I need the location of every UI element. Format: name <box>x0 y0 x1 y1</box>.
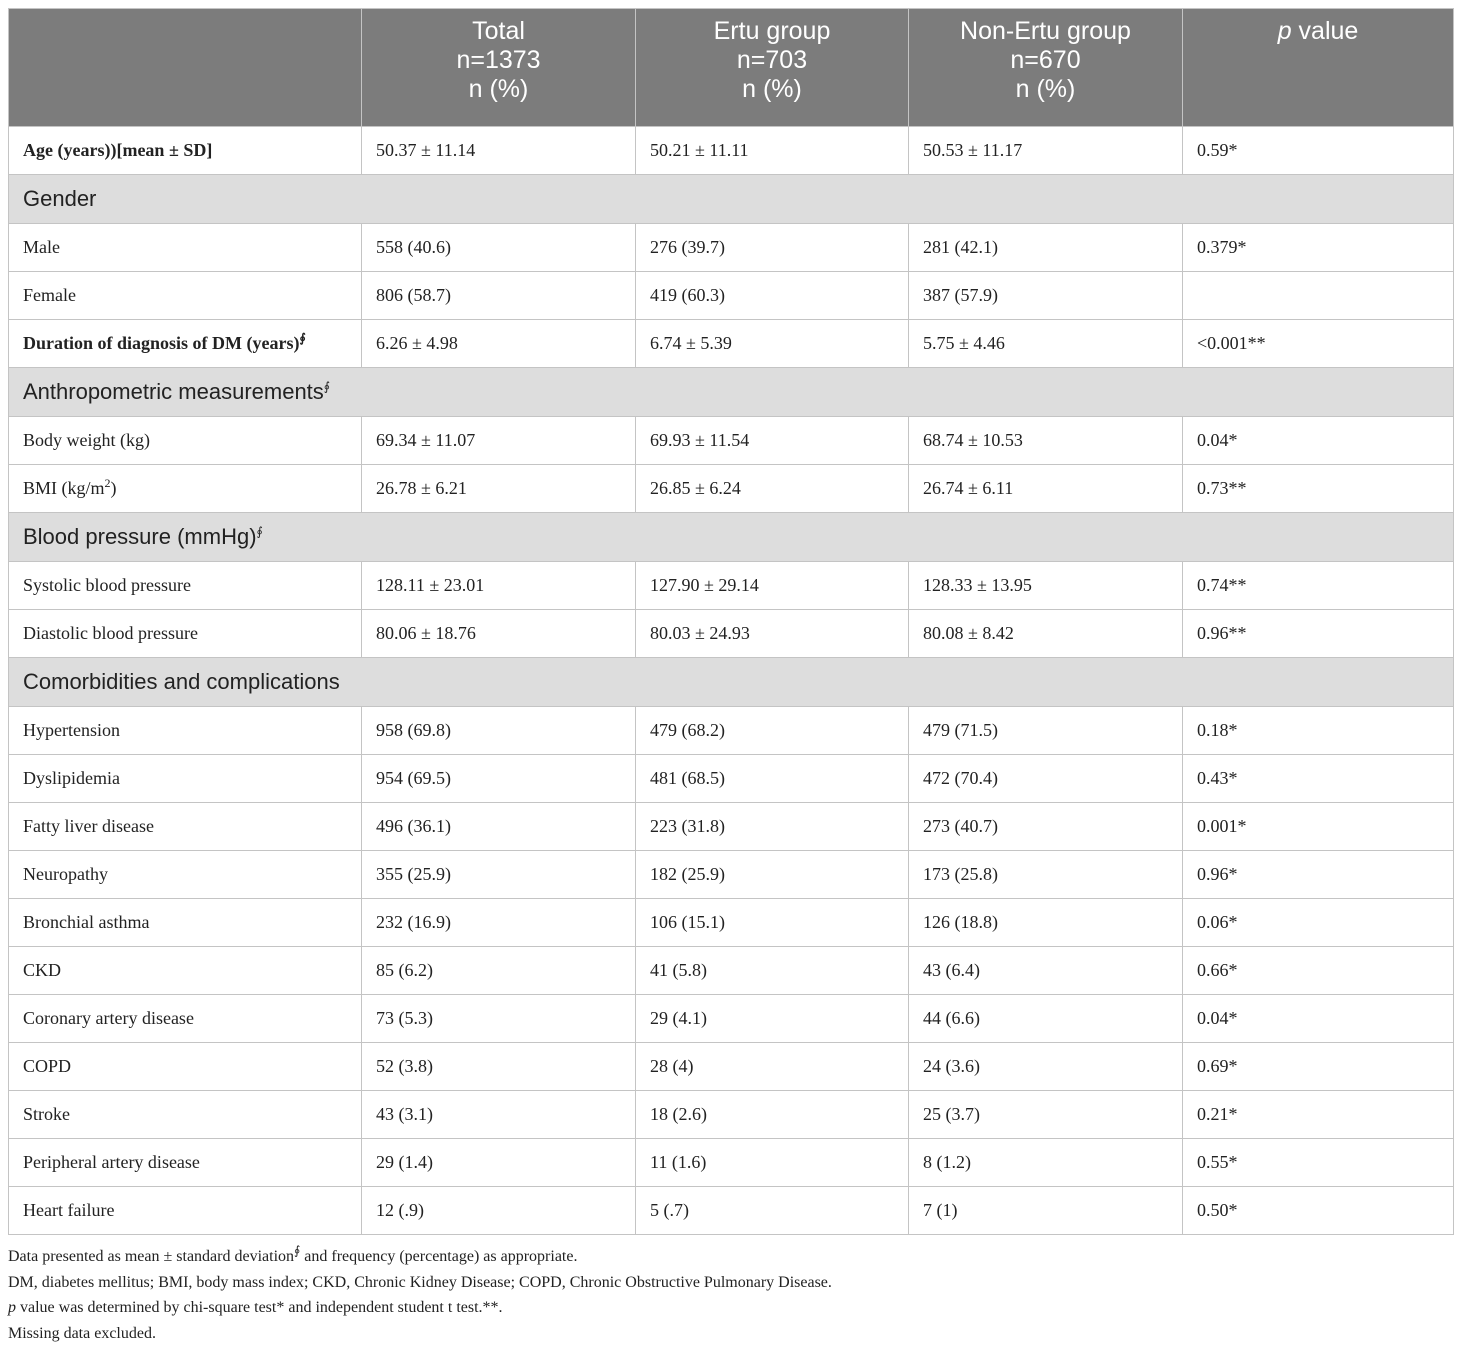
footnote-1-tail: and frequency (percentage) as appropriate. <box>300 1248 578 1265</box>
header-ertu <box>636 9 909 127</box>
section-label-text: Blood pressure (mmHg) <box>23 524 257 549</box>
section-row <box>9 513 1454 562</box>
cell-pvalue: 0.55* <box>1183 1139 1454 1187</box>
cell-pvalue: 0.59* <box>1183 127 1454 175</box>
table-row <box>9 899 1454 947</box>
cell-total: 50.37 ± 11.14 <box>362 127 636 175</box>
table-row <box>9 224 1454 272</box>
footnote-4: Missing data excluded. <box>8 1324 156 1342</box>
cell-pvalue: 0.66* <box>1183 947 1454 995</box>
row-label-sup: ∮ <box>299 331 306 345</box>
row-label-text: Body weight (kg) <box>23 430 150 450</box>
row-label-text: Coronary artery disease <box>23 1008 194 1028</box>
cell-pvalue: 0.379* <box>1183 224 1454 272</box>
cell-total: 806 (58.7) <box>362 272 636 320</box>
header-pvalue-italic: p <box>1277 17 1292 45</box>
table-row <box>9 465 1454 513</box>
cell-pvalue <box>1183 272 1454 320</box>
row-label <box>9 1139 362 1187</box>
header-nonertu-line2: n=670 <box>1010 46 1081 74</box>
cell-total: 73 (5.3) <box>362 995 636 1043</box>
section-label <box>9 658 1454 707</box>
table-row <box>9 610 1454 658</box>
cell-nonertu: 273 (40.7) <box>909 803 1183 851</box>
table-header <box>9 9 1454 127</box>
cell-nonertu: 7 (1) <box>909 1187 1183 1235</box>
cell-nonertu: 126 (18.8) <box>909 899 1183 947</box>
cell-total: 496 (36.1) <box>362 803 636 851</box>
header-empty <box>9 9 362 127</box>
row-label-text: Diastolic blood pressure <box>23 623 198 643</box>
table-row <box>9 707 1454 755</box>
cell-ertu: 11 (1.6) <box>636 1139 909 1187</box>
cell-nonertu: 68.74 ± 10.53 <box>909 417 1183 465</box>
row-label <box>9 851 362 899</box>
row-label-text: Duration of diagnosis of DM (years) <box>23 333 300 353</box>
section-row <box>9 658 1454 707</box>
row-label-text: Systolic blood pressure <box>23 575 191 595</box>
footnote-3 <box>8 1295 1453 1321</box>
table-row <box>9 755 1454 803</box>
cell-nonertu: 26.74 ± 6.11 <box>909 465 1183 513</box>
cell-pvalue: 0.50* <box>1183 1187 1454 1235</box>
row-label <box>9 1091 362 1139</box>
cell-ertu: 223 (31.8) <box>636 803 909 851</box>
cell-pvalue: 0.04* <box>1183 995 1454 1043</box>
row-label-text: Heart failure <box>23 1200 115 1220</box>
cell-total: 26.78 ± 6.21 <box>362 465 636 513</box>
row-label-tail: ) <box>110 478 117 498</box>
row-label-text: COPD <box>23 1056 72 1076</box>
header-pvalue-rest: value <box>1291 17 1359 45</box>
row-label <box>9 995 362 1043</box>
row-label-text: BMI (kg/m <box>23 478 105 498</box>
row-label-text: Neuropathy <box>23 864 108 884</box>
row-label-text: Peripheral artery disease <box>23 1152 200 1172</box>
cell-total: 355 (25.9) <box>362 851 636 899</box>
table-row <box>9 320 1454 368</box>
header-nonertu <box>909 9 1183 127</box>
header-ertu-line2: n=703 <box>736 46 808 74</box>
cell-total: 80.06 ± 18.76 <box>362 610 636 658</box>
row-label <box>9 127 362 175</box>
cell-ertu: 481 (68.5) <box>636 755 909 803</box>
cell-total: 69.34 ± 11.07 <box>362 417 636 465</box>
cell-total: 558 (40.6) <box>362 224 636 272</box>
table-row <box>9 1139 1454 1187</box>
cell-ertu: 419 (60.3) <box>636 272 909 320</box>
section-label-sup: ∮ <box>323 379 331 394</box>
row-label <box>9 272 362 320</box>
row-label <box>9 1187 362 1235</box>
table-row <box>9 947 1454 995</box>
table-footnotes <box>8 1244 1453 1346</box>
section-label <box>9 368 1454 417</box>
table-body <box>9 127 1454 1235</box>
cell-ertu: 29 (4.1) <box>636 995 909 1043</box>
row-label-text: Dyslipidemia <box>23 768 120 788</box>
section-label-sup: ∮ <box>256 524 263 539</box>
table-row <box>9 1091 1454 1139</box>
cell-ertu: 26.85 ± 6.24 <box>636 465 909 513</box>
section-row <box>9 368 1454 417</box>
cell-ertu: 80.03 ± 24.93 <box>636 610 909 658</box>
header-nonertu-line1: Non-Ertu group <box>960 17 1131 45</box>
footnote-3-text: value was determined by chi-square test* and independent student t test.**. <box>16 1299 503 1316</box>
header-total-line2: n=1373 <box>456 46 541 74</box>
cell-nonertu: 80.08 ± 8.42 <box>909 610 1183 658</box>
row-label-text: Age (years))[mean ± SD] <box>23 140 213 160</box>
cell-ertu: 106 (15.1) <box>636 899 909 947</box>
footnote-1 <box>8 1244 1453 1270</box>
cell-pvalue: 0.73** <box>1183 465 1454 513</box>
section-label-text: Anthropometric measurements <box>23 379 324 404</box>
cell-total: 6.26 ± 4.98 <box>362 320 636 368</box>
cell-total: 128.11 ± 23.01 <box>362 562 636 610</box>
cell-pvalue: 0.04* <box>1183 417 1454 465</box>
row-label <box>9 417 362 465</box>
row-label <box>9 803 362 851</box>
cell-ertu: 50.21 ± 11.11 <box>636 127 909 175</box>
row-label-text: Stroke <box>23 1104 70 1124</box>
header-ertu-line3: n (%) <box>742 75 802 103</box>
row-label <box>9 465 362 513</box>
table-row <box>9 803 1454 851</box>
row-label <box>9 610 362 658</box>
cell-nonertu: 50.53 ± 11.17 <box>909 127 1183 175</box>
table-row <box>9 851 1454 899</box>
row-label <box>9 562 362 610</box>
cell-pvalue: 0.43* <box>1183 755 1454 803</box>
header-ertu-line1: Ertu group <box>713 17 831 45</box>
cell-total: 958 (69.8) <box>362 707 636 755</box>
table-row <box>9 995 1454 1043</box>
section-label <box>9 513 1454 562</box>
cell-total: 52 (3.8) <box>362 1043 636 1091</box>
cell-nonertu: 44 (6.6) <box>909 995 1183 1043</box>
cell-total: 12 (.9) <box>362 1187 636 1235</box>
table-row <box>9 562 1454 610</box>
section-label-text: Comorbidities and complications <box>23 669 340 694</box>
cell-pvalue: <0.001** <box>1183 320 1454 368</box>
cell-ertu: 5 (.7) <box>636 1187 909 1235</box>
cell-total: 43 (3.1) <box>362 1091 636 1139</box>
table-row <box>9 1187 1454 1235</box>
cell-nonertu: 387 (57.9) <box>909 272 1183 320</box>
cell-pvalue: 0.06* <box>1183 899 1454 947</box>
table-row <box>9 417 1454 465</box>
section-row <box>9 175 1454 224</box>
cell-pvalue: 0.96** <box>1183 610 1454 658</box>
row-label <box>9 755 362 803</box>
header-total <box>362 9 636 127</box>
header-nonertu-line3: n (%) <box>1015 75 1076 103</box>
cell-ertu: 6.74 ± 5.39 <box>636 320 909 368</box>
cell-ertu: 18 (2.6) <box>636 1091 909 1139</box>
cell-nonertu: 24 (3.6) <box>909 1043 1183 1091</box>
table-row <box>9 127 1454 175</box>
row-label-sup: 2 <box>104 476 111 490</box>
table-row <box>9 272 1454 320</box>
cell-nonertu: 281 (42.1) <box>909 224 1183 272</box>
cell-ertu: 69.93 ± 11.54 <box>636 417 909 465</box>
cell-ertu: 276 (39.7) <box>636 224 909 272</box>
row-label-text: CKD <box>23 960 62 980</box>
footnote-1-text: Data presented as mean ± standard deviation <box>8 1248 295 1265</box>
cell-total: 85 (6.2) <box>362 947 636 995</box>
header-pvalue <box>1183 9 1454 127</box>
cell-nonertu: 173 (25.8) <box>909 851 1183 899</box>
cell-ertu: 479 (68.2) <box>636 707 909 755</box>
header-total-line1: Total <box>472 17 525 45</box>
cell-pvalue: 0.001* <box>1183 803 1454 851</box>
section-label-text: Gender <box>23 186 97 211</box>
row-label <box>9 224 362 272</box>
cell-nonertu: 128.33 ± 13.95 <box>909 562 1183 610</box>
cell-pvalue: 0.21* <box>1183 1091 1454 1139</box>
cell-nonertu: 5.75 ± 4.46 <box>909 320 1183 368</box>
characteristics-table <box>8 8 1454 1235</box>
row-label <box>9 899 362 947</box>
cell-total: 29 (1.4) <box>362 1139 636 1187</box>
row-label-text: Fatty liver disease <box>23 816 154 836</box>
row-label-text: Female <box>23 285 76 305</box>
cell-pvalue: 0.69* <box>1183 1043 1454 1091</box>
cell-ertu: 127.90 ± 29.14 <box>636 562 909 610</box>
cell-total: 954 (69.5) <box>362 755 636 803</box>
row-label <box>9 1043 362 1091</box>
cell-pvalue: 0.18* <box>1183 707 1454 755</box>
cell-nonertu: 472 (70.4) <box>909 755 1183 803</box>
cell-nonertu: 8 (1.2) <box>909 1139 1183 1187</box>
header-total-line3: n (%) <box>468 75 529 103</box>
table-container <box>8 8 1453 1346</box>
row-label-text: Bronchial asthma <box>23 912 150 932</box>
row-label <box>9 320 362 368</box>
row-label <box>9 707 362 755</box>
cell-total: 232 (16.9) <box>362 899 636 947</box>
header-row <box>9 9 1454 127</box>
footnote-2: DM, diabetes mellitus; BMI, body mass index; CKD, Chronic Kidney Disease; COPD, Chronic Obstructive Pulmonary Disease. <box>8 1273 832 1291</box>
table-row <box>9 1043 1454 1091</box>
section-label <box>9 175 1454 224</box>
cell-nonertu: 43 (6.4) <box>909 947 1183 995</box>
cell-ertu: 41 (5.8) <box>636 947 909 995</box>
cell-ertu: 182 (25.9) <box>636 851 909 899</box>
cell-ertu: 28 (4) <box>636 1043 909 1091</box>
cell-nonertu: 25 (3.7) <box>909 1091 1183 1139</box>
footnote-3-italic: p <box>8 1299 16 1316</box>
cell-pvalue: 0.96* <box>1183 851 1454 899</box>
row-label-text: Male <box>23 237 60 257</box>
row-label-text: Hypertension <box>23 720 120 740</box>
cell-pvalue: 0.74** <box>1183 562 1454 610</box>
row-label <box>9 947 362 995</box>
footnote-1-sup: ∮ <box>294 1243 301 1258</box>
cell-nonertu: 479 (71.5) <box>909 707 1183 755</box>
